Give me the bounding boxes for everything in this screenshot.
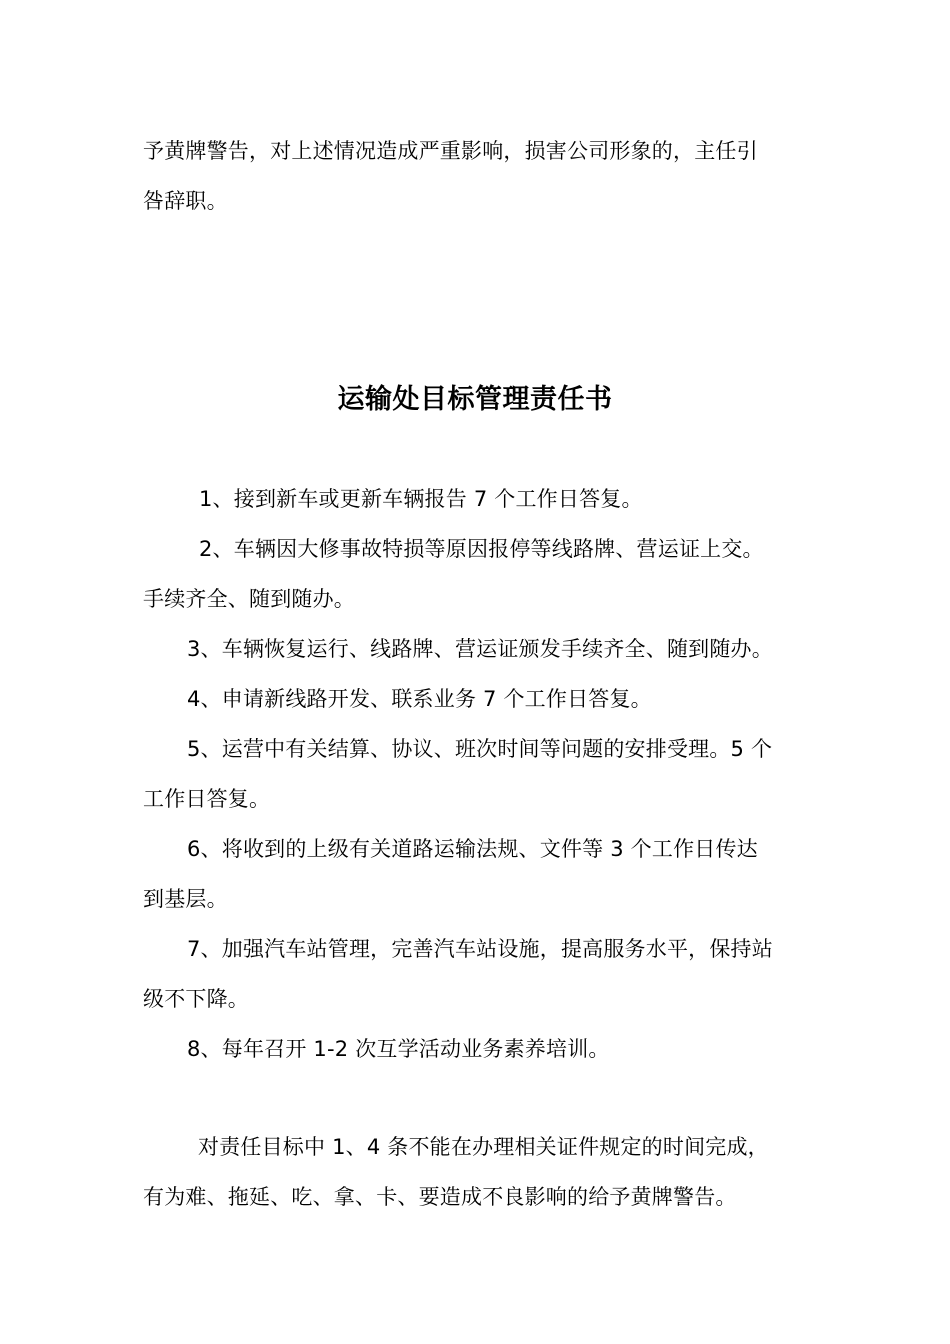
top-paragraph-line-1: 予黄牌警告，对上述情况造成严重影响，损害公司形象的，主任引 — [143, 139, 758, 163]
item-8-line-1: 8、每年召开 1-2 次互学活动业务素养培训。 — [187, 1037, 610, 1061]
top-paragraph-line-2: 咎辞职。 — [143, 189, 228, 213]
item-2-line-1: 2、车辆因大修事故特损等原因报停等线路牌、营运证上交。 — [199, 537, 764, 561]
item-7-line-1: 7、加强汽车站管理，完善汽车站设施，提高服务水平，保持站 — [187, 937, 773, 961]
closing-line-1: 对责任目标中 1、4 条不能在办理相关证件规定的时间完成， — [198, 1135, 769, 1159]
item-4-line-1: 4、申请新线路开发、联系业务 7 个工作日答复。 — [187, 687, 652, 711]
item-6-line-2: 到基层。 — [143, 887, 228, 911]
item-2-line-2: 手续齐全、随到随办。 — [143, 587, 355, 611]
item-6-line-1: 6、将收到的上级有关道路运输法规、文件等 3 个工作日传达 — [187, 837, 758, 861]
item-3-line-1: 3、车辆恢复运行、线路牌、营运证颁发手续齐全、随到随办。 — [187, 637, 773, 661]
document-title: 运输处目标管理责任书 — [337, 384, 613, 415]
item-7-line-2: 级不下降。 — [143, 987, 249, 1011]
item-5-line-1: 5、运营中有关结算、协议、班次时间等问题的安排受理。5 个 — [187, 737, 773, 761]
closing-line-2: 有为难、拖延、吃、拿、卡、要造成不良影响的给予黄牌警告。 — [143, 1185, 737, 1209]
item-5-line-2: 工作日答复。 — [143, 787, 271, 811]
item-1-line-1: 1、接到新车或更新车辆报告 7 个工作日答复。 — [199, 487, 643, 511]
